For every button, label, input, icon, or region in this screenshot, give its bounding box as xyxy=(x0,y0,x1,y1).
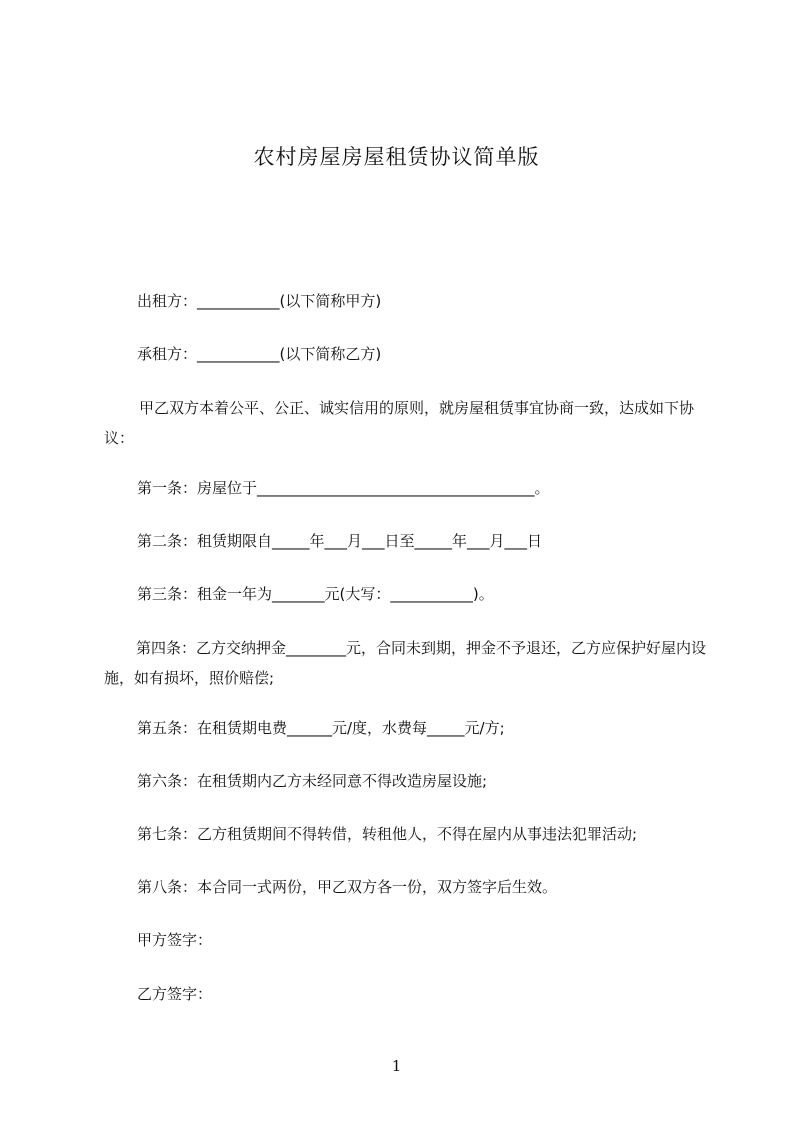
clause-3: 第三条：租金一年为_______元(大写：___________)。 xyxy=(137,585,494,603)
clause-8: 第八条：本合同一式两份，甲乙双方各一份，双方签字后生效。 xyxy=(137,878,558,896)
party-a-signature: 甲方签字： xyxy=(137,931,213,949)
clause-4: 第四条：乙方交纳押金________元，合同未到期，押金不予退还，乙方应保护好屋内设施，如有损坏，照价赔偿; xyxy=(104,639,707,687)
clause-1: 第一条：房屋位于_____________________________________。 xyxy=(137,479,550,497)
page-number: 1 xyxy=(391,1057,402,1075)
lessee-line: 承租方：___________(以下简称乙方) xyxy=(137,345,382,363)
clause-6: 第六条：在租赁期内乙方未经同意不得改造房屋设施; xyxy=(137,772,488,790)
lessor-line: 出租方：___________(以下简称甲方) xyxy=(137,292,382,310)
party-b-signature: 乙方签字： xyxy=(137,985,213,1003)
clause-5: 第五条：在租赁期电费______元/度，水费每_____元/方; xyxy=(137,719,505,737)
clause-2: 第二条：租赁期限自_____年___月___日至_____年___月___日 xyxy=(137,532,543,550)
document-title: 农村房屋房屋租赁协议简单版 xyxy=(253,145,540,169)
preamble-paragraph: 甲乙双方本着公平、公正、诚实信用的原则，就房屋租赁事宜协商一致，达成如下协议： xyxy=(104,399,695,447)
clause-7: 第七条：乙方租赁期间不得转借，转租他人，不得在屋内从事违法犯罪活动; xyxy=(137,825,638,843)
